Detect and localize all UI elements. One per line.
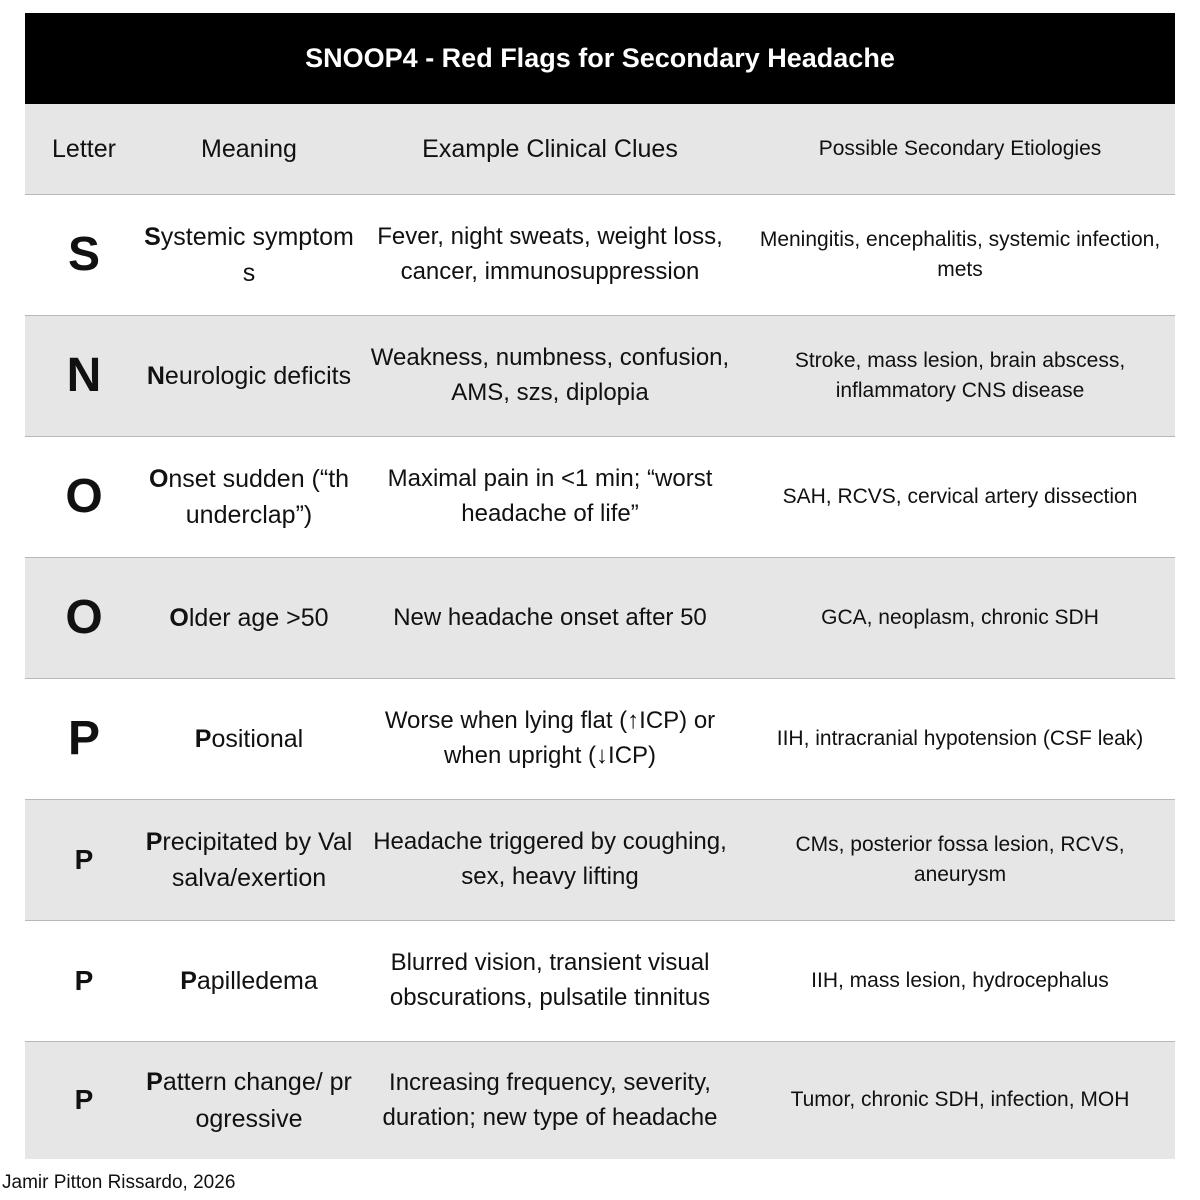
row-clues: Blurred vision, transient visual obscurations, pulsatile tinnitus [389, 949, 711, 1011]
row-etiologies: SAH, RCVS, cervical artery dissection [782, 484, 1138, 508]
row-etiologies: Meningitis, encephalitis, systemic infection, mets [759, 227, 1161, 281]
row-clues: New headache onset after 50 [393, 603, 707, 631]
table-title: SNOOP4 - Red Flags for Secondary Headache [25, 13, 1175, 104]
row-letter: P [74, 964, 94, 996]
table-row [25, 678, 1175, 799]
row-letter: P [74, 843, 94, 875]
row-meaning [143, 600, 355, 636]
meaning-rest: attern change/ progressive [162, 1068, 352, 1133]
row-etiologies: IIH, intracranial hypotension (CSF leak) [776, 726, 1144, 750]
meaning-initial: O [169, 603, 189, 632]
table-row [25, 315, 1175, 436]
table-row [25, 557, 1175, 678]
row-meaning [143, 963, 355, 999]
row-meaning [143, 461, 355, 534]
table-row [25, 194, 1175, 315]
meaning-rest: ositional [211, 724, 304, 753]
header-meaning: Meaning [201, 134, 297, 163]
meaning-initial: P [145, 827, 163, 856]
author-credit: Jamir Pitton Rissardo, 2026 [2, 1172, 236, 1193]
meaning-initial: O [148, 464, 169, 493]
row-etiologies: CMs, posterior fossa lesion, RCVS, aneurysm [795, 832, 1125, 886]
table-row [25, 1041, 1175, 1159]
row-clues: Headache triggered by coughing, sex, heavy lifting [373, 828, 727, 890]
meaning-rest: ystemic symptoms [160, 222, 354, 287]
row-clues: Worse when lying flat (↑ICP) or when upright (↓ICP) [384, 707, 716, 769]
meaning-rest: apilledema [196, 966, 318, 995]
meaning-rest: eurologic deficits [164, 361, 352, 390]
meaning-initial: P [180, 966, 197, 995]
meaning-initial: N [146, 361, 165, 390]
table-row [25, 436, 1175, 557]
header-clues: Example Clinical Clues [422, 134, 678, 163]
row-letter: P [74, 1084, 94, 1116]
row-meaning [143, 824, 355, 897]
row-clues: Maximal pain in <1 min; “worst headache of life” [387, 465, 713, 527]
meaning-initial: S [144, 222, 161, 251]
row-meaning [143, 1064, 355, 1137]
snoop4-table [25, 13, 1175, 1159]
header-row [25, 104, 1175, 194]
row-etiologies: GCA, neoplasm, chronic SDH [821, 605, 1099, 629]
header-letter: Letter [52, 134, 116, 163]
row-etiologies: Stroke, mass lesion, brain abscess, inflammatory CNS disease [794, 348, 1126, 402]
row-letter: O [65, 470, 103, 524]
row-etiologies: Tumor, chronic SDH, infection, MOH [790, 1088, 1130, 1112]
row-letter: S [67, 228, 100, 282]
row-letter: N [66, 349, 102, 403]
table-row [25, 920, 1175, 1041]
table-row [25, 799, 1175, 920]
row-clues: Weakness, numbness, confusion, AMS, szs, diplopia [370, 344, 730, 406]
row-meaning [143, 358, 355, 394]
row-meaning [143, 219, 355, 292]
row-etiologies: IIH, mass lesion, hydrocephalus [811, 968, 1109, 992]
row-clues: Fever, night sweats, weight loss, cancer, immunosuppression [377, 223, 723, 285]
header-etiologies: Possible Secondary Etiologies [818, 136, 1102, 160]
meaning-rest: lder age >50 [188, 603, 329, 632]
row-letter: O [65, 591, 103, 645]
meaning-initial: P [194, 724, 212, 753]
meaning-initial: P [146, 1068, 163, 1097]
meaning-rest: recipitated by Valsalva/exertion [162, 827, 353, 892]
row-letter: P [67, 712, 100, 766]
row-meaning [143, 721, 355, 757]
meaning-rest: nset sudden (“thunderclap”) [168, 464, 350, 529]
row-clues: Increasing frequency, severity, duration; new type of headache [382, 1068, 718, 1131]
